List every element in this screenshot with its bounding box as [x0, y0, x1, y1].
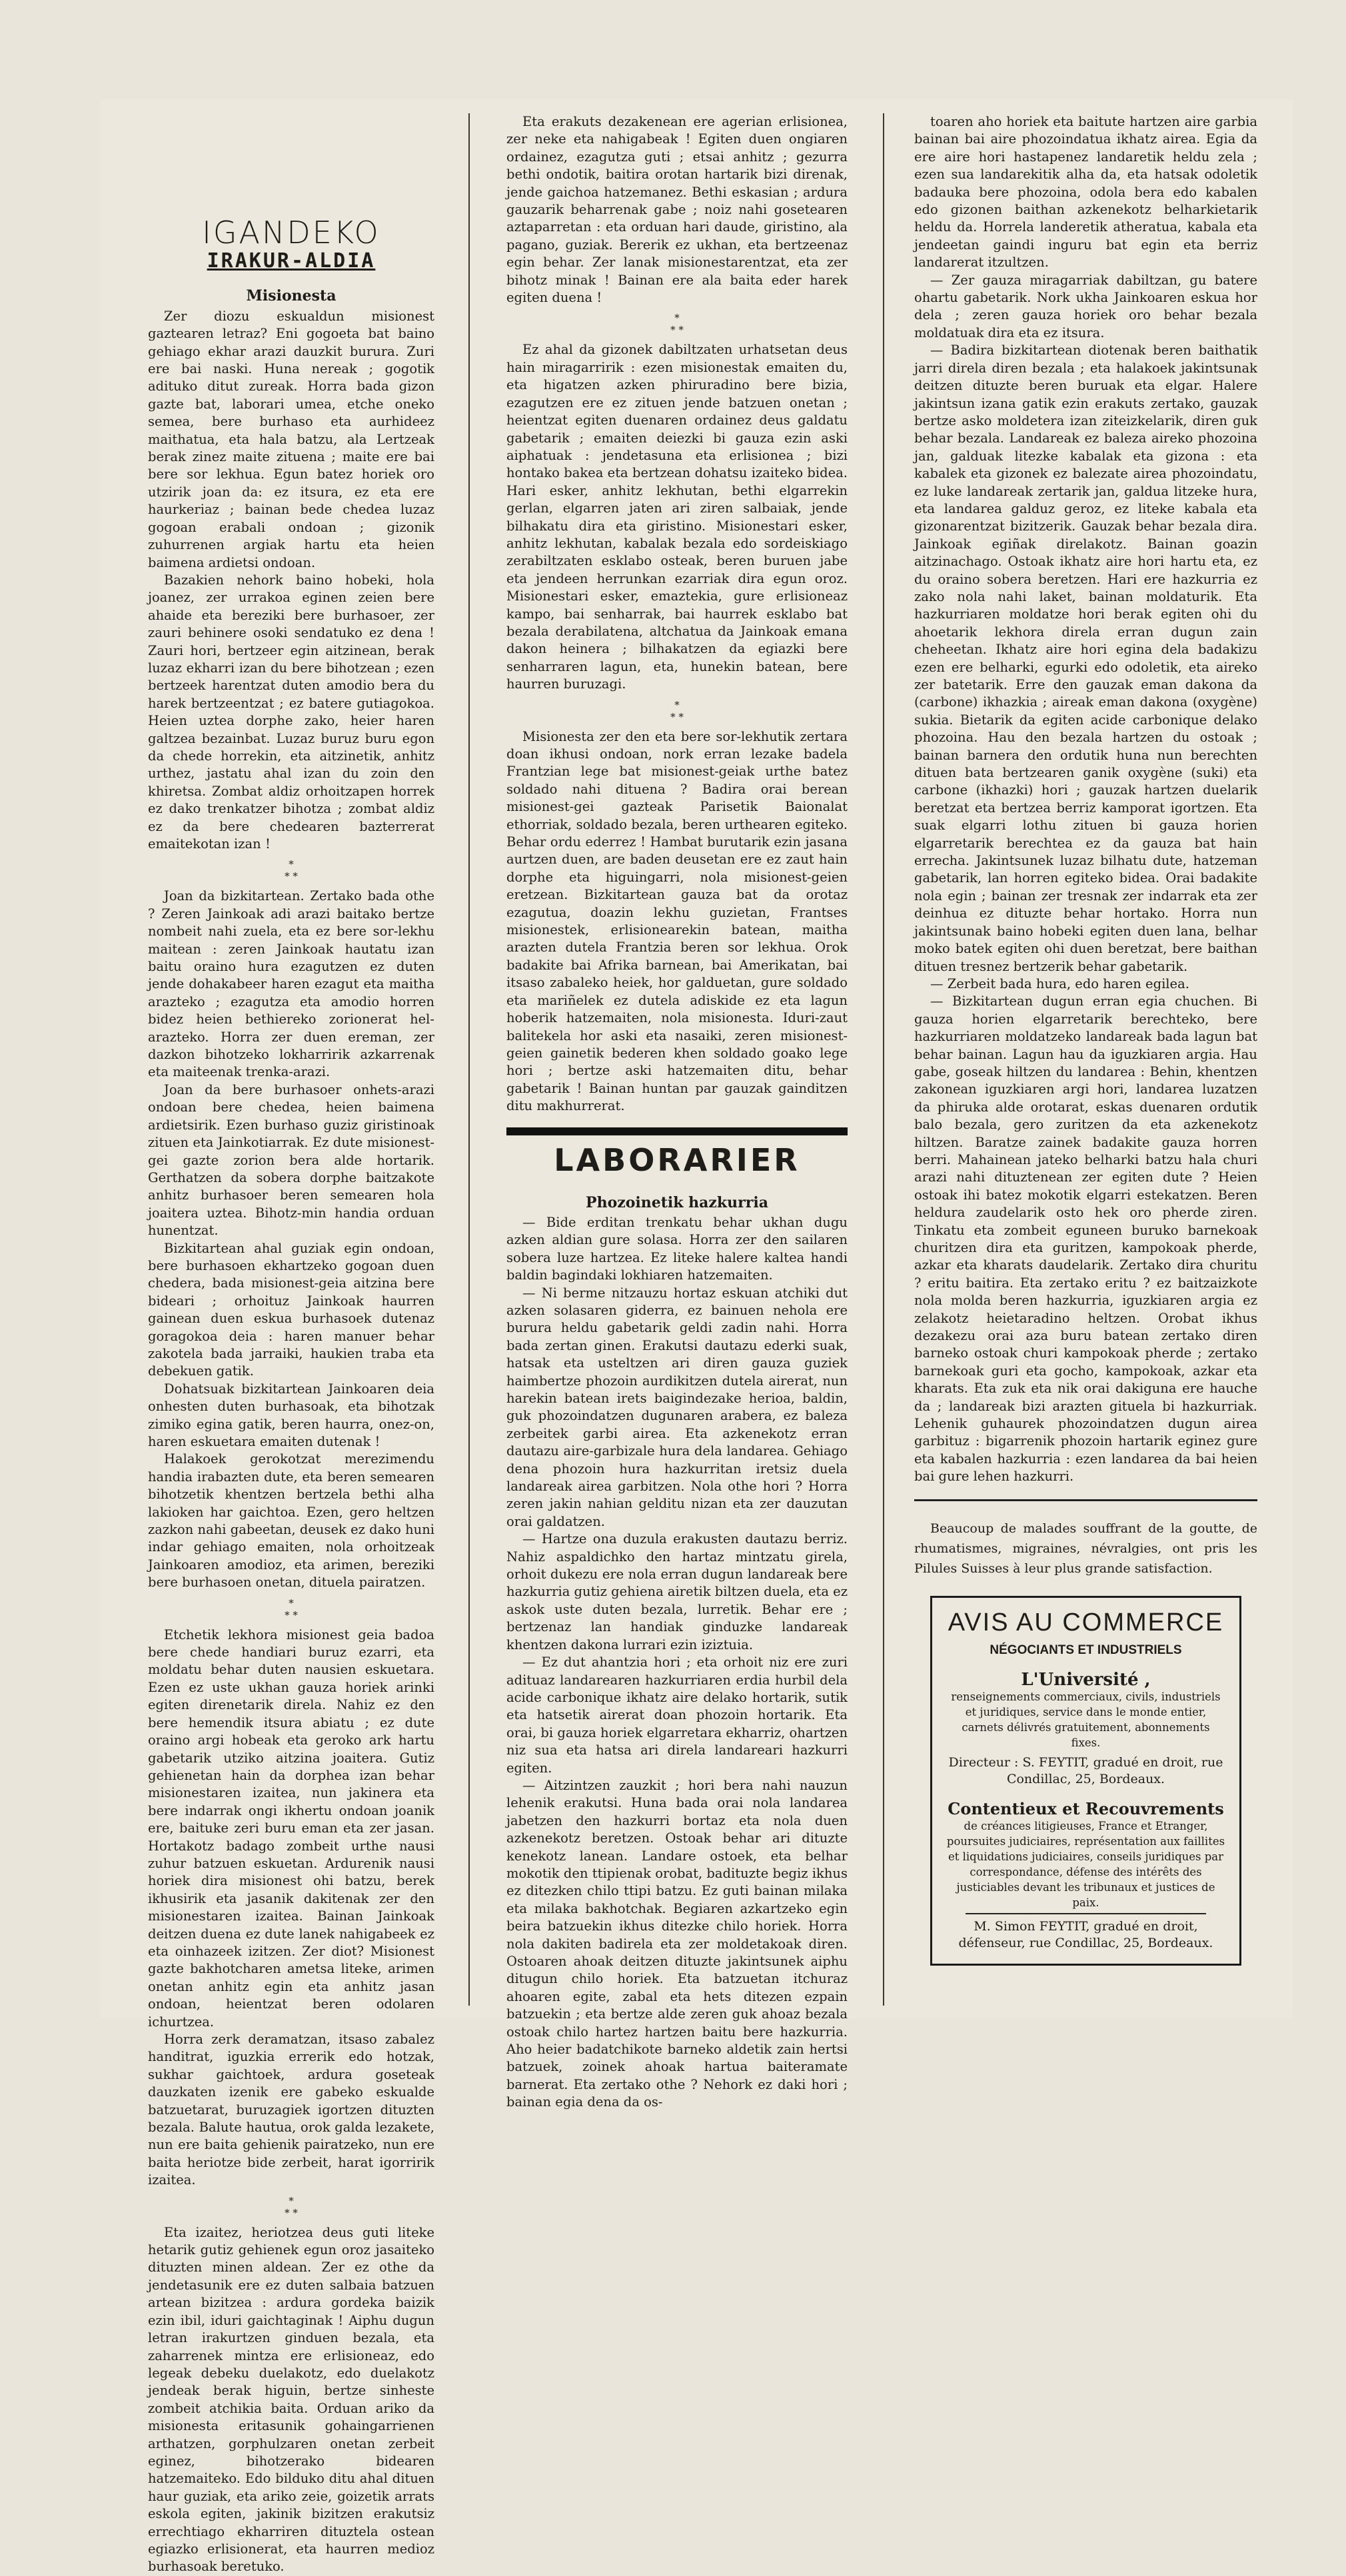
paragraph: — Ez dut ahantzia hori ; eta orhoit niz ere zuri adituaz landarearen hazkurriaren erdia hurbil dela acide carbonique ikhatz aire delako hortarik, sutik eta hatsetik airerat doan phozoin hortarik. Eta orai, bi gauza horiek elgarretara ekharriz, ohartzen niz sua eta hatsa ari direla landareari hazkurri egiten.: [506, 1654, 848, 1776]
section-divider: [914, 1499, 1257, 1501]
column-3: [914, 113, 1257, 2006]
section-heading: Misionesta: [246, 287, 336, 305]
paragraph: — Zer gauza miragarriak dabiltzan, gu batere ohartu gabetarik. Nork ukha Jainkoaren eskua hor dela ; zeren gauza horiek oro behar bezala moldatuak dira eta ez itsura.: [914, 272, 1257, 340]
ad-organisation: L'Université ,: [1021, 1670, 1151, 1690]
asterism: * * *: [670, 312, 684, 336]
paragraph: — Ni berme nitzauzu hortaz eskuan atchiki dut azken solasaren giderra, ez bainuen nehola ere burura heldu gabetarik geldi zadin nahi. Horra bada zertan ginen. Erakutsi dautazu ederki suak, hatsak eta usteltzen ari diren gauza guziek haimbertze phozoin aurdikitzen dutela airerat, nun harekin batean irets baigindezake herioa, baldin, guk phozoindatzen dugunaren arabera, ez baleza zerbeitek garbi airea. Eta azkenekotz erran dautazu aire-garbizale hura dela landarea. Gehiago dena phozoin hura hazkurritan iretsiz duela landareak airea garbitzen. Nola othe hori ? Horra zeren jakin nahian gelditu nizan eta zer dauzutan orai galdatzen.: [506, 1285, 848, 1529]
column-2: [506, 113, 848, 2110]
paragraph: Eta izaitez, heriotzea deus guti liteke hetarik gutiz gehienek egun oroz jasaiteko dituzten minen aldean. Zer ez othe da jendetasunik ere ez duten salbaia batzuen artean bizitzea : ardura gordeka baizik ezin ibil, iduri gaichtaginak ! Aiphu dugun letran irakurtzen ginduen bezala, eta zaharrenek mintza ere erlisioneaz, edo legeak debeku duelakotz, edo duelakotz jendeak berak higuin, bertze sinheste zombeit atchikia baita. Orduan ariko da misionesta eritasunik gohaingarrienen arthatzen, gorphulzaren onetan zerbeit eginez, bihotzerako bidearen hatzemaiteko. Edo bilduko ditu ahal dituen haur guziak, eta ariko zeie, goizetik arrats eskola egiten, jakinik bizitzen erakutsiz errechtiago ekharriren dituztela ostean egiazko erlisionerat, eta haurren medioz burhasoak beretuko.: [148, 2224, 434, 2575]
paragraph: Zer diozu eskualdun misionest gaztearen letraz? Eni gogoeta bat baino gehiago ekhar arazi dauzkit burura. Zuri ere bai naski. Huna nereak ; gogotik adituko ditut zureak. Horra bada gizon gazte bat, laborari umea, etche oneko semea, bere burhaso eta aurhideez maithatua, eta hala batzu, ala Lertzeak berak zinez maite zituena ; maite ere bai bere sor lekhua. Egun batez horiek oro utzirik joan da: ez itsura, ez eta ere haurkeriaz ; bainan bede chedea luzaz gogoan erabali ondoan ; gizonik zuhurrenen argiak hartu eta heien baimena ardietsi ondoan.: [148, 308, 434, 570]
asterism: * * *: [285, 1597, 298, 1621]
paragraph: Dohatsuak bizkitartean Jainkoaren deia onhesten duten burhasoak, eta bihotzak zimiko egina gatik, beren haurra, onez-on, haren eskuetara emaiten dutenak !: [148, 1381, 434, 1449]
asterism: * * *: [285, 2194, 298, 2219]
column-1: [148, 113, 434, 2575]
paragraph: — Hartze ona duzula erakusten dautazu berriz. Nahiz aspaldichko den hartaz mintzatu girela, orhoit dukezu ere nola erran dugun landareak bere hazkurria gutiz gehiena airetik biltzen duela, eta ez askok uste duten bezala, lurretik. Behar ere ; bertzenaz lan handiak ginduzke landareak khentzen dakona lurrari ezin iziztuia.: [506, 1531, 848, 1652]
paragraph: — Aitzintzen zauzkit ; hori bera nahi nauzun lehenik erakutsi. Huna bada orai nola landarea jabetzen den hazkurri bortaz eta nola duen azkenekotz beretzen. Ostoak behar ari dituzte kenekotz lanean. Landare ostoek, eta belhar mokotik den ttipienak orobat, badituzte begiz ikhus ez ditezken chilo ttipi batzu. Ez guti bainan milaka eta milaka bakhotchak. Begiaren azkartzeko egin beira batzuekin ikhus ditezke chilo horiek. Horra nola dakiten badirela eta zer moldetakoak diren. Ostoaren ahoak deitzen dituzte jakintsunek aiphu ditugun chilo horiek. Eta batzuetan itchuraz ahoaren egite, zabal eta hets ditezen ezpain batzuekin ; eta bertze alde zeren guk ahoaz bezala ostoak chilo hartez hartzen baitu bere hazkurria. Aho heier badatchikote barneko aldetik zain hertsi batzuek, zoinek ahoak hartua baiteramate barnerat. Eta zertako othe ? Nehork ez daki hori ; bainan egia dena da os-: [506, 1777, 848, 2110]
paragraph: toaren aho horiek eta baitute hartzen aire garbia bainan bai aire phozoindatua ikhatz airea. Egia da ere aire hori hastapenez landaretik heldu zela ; ezen sua landarekitik alha da, eta hatsak odoletik badauka bere phozoina, odola bera edo kabalen edo gizonen baithan azkenekotz belharkietarik heldu da. Horrela landeretik atheratua, kabala eta jendeetan gaindi inguru bat egin eta berriz landarerat itzultzen.: [914, 114, 1257, 271]
paragraph: Joan da bizkitartean. Zertako bada othe ? Zeren Jainkoak adi arazi baitako bertze nombeit nahi zuela, eta ez bere sor-lekhu maitean : zeren Jainkoak hautatu izan baitu oraino hura ezagutzen ez duten jende dohakabeer haren ezagut eta maitha arazteko ; ezagutza eta amodio horren bidez heien bethiereko zorionerat hel-arazteko. Horra zer duen ereman, zer dazkon bihotzeko lokharririk azkarrenak eta maiteenak trenka-arazi.: [148, 888, 434, 1080]
paragraph: Bizkitartean ahal guziak egin ondoan, bere burhasoen ekhartzeko gogoan duen chedera, bada misionest-geia aitzina bere bideari ; orhoituz Jainkoak haurren gainean duen eskua burhasoek dutenaz goragokoa deia : haren manuer behar zakotela bada jarraiki, haukien traba eta debekuen gatik.: [148, 1240, 434, 1379]
column-rule: [883, 113, 884, 2006]
paragraph: Eta erakuts dezakenean ere agerian erlisionea, zer neke eta nahigabeak ! Egiten duen ongiaren ordainez, ezagutza guti ; etsai anhitz ; gezurra bethi ondotik, baitira orotan hartarik bizi direnak, jende gaichoa hatzemanez. Bethi eskasian ; ardura gauzarik beharrenak gabe ; noiz nahi gosetearen aztaparretan : eta orduan hari daude, giristino, ala pagano, guziak. Bererik ez ukhan, eta bertzeenaz egin behar. Zer lanak misionestarentzat, eta zer bihotz minak ! Bainan ere ala baita eder harek egiten duena !: [506, 114, 848, 306]
ad-director: Directeur : S. FEYTIT, gradué en droit, rue Condillac, 25, Bordeaux.: [948, 1754, 1223, 1786]
paragraph: Ez ahal da gizonek dabiltzaten urhatsetan deus hain miragarririk : ezen misionestak emaiten du, eta higatzen azken phiruradino bere bizia, ezagutzen ere ez zituen jende batzuen onetan ; heientzat egiten duenaren ordainez deus galdatu gabetarik ; emaiten deiezki bi gauza ezin aski aiphatuak : jendetasuna eta erlisionea ; bizi hontako bakea eta bertzean dohatsu izaiteko bidea. Hari esker, anhitz lekhutan, bethi elgarrekin gerlan, elgarren jaten ari ziren salbaiak, jende bilhakatu dira eta giristino. Misionestari esker, anhitz lekhutan, kabalak bezala edo sordeiskiago zerabiltzaten esklabo osteak, beren buruen jabe eta jendeen herrunkan ezarriak dira egun oroz. Misionestari esker, emaztekia, gure erlisioneaz kampo, bai senharrak, bai haurrek esklabo bat bezala derabilatena, altchatua da Jainkoak emana dakon heinera ; bilhakatzen da egiazki bere senharraren lagun, eta, hunekin batean, bere haurren buruzagi.: [506, 342, 848, 692]
paragraph: Joan da bere burhasoer onhets-arazi ondoan bere chedea, heien baimena ardietsirik. Ezen burhaso guziz giristinoak zituen eta Jainkotiarrak. Ez dute misionest-gei gazte zorion bera alde hortarik. Gerthatzen da sobera dorphe baitzakote anhitz burhasoer beren semearen hola joaitera uztea. Bihotz-min handia orduan hunentzat.: [148, 1081, 434, 1239]
paragraph: Halakoek gerokotzat merezimendu handia irabazten dute, eta beren semearen bihotzetik khentzen bertzela bethi alha lakioken har gaichtoa. Ezen, gero heltzen zazkon nahi gabeetan, deusek ez dako huni indar gehiago emaiten, nola orhoitzeak Jainkoaren amodioz, eta arimen, bereziki bere burhasoen onetan, dituela pairatzen.: [148, 1451, 434, 1591]
ad-organisation-text: renseignements commerciaux, civils, industriels et juridiques, service dans le monde entier, carnets délivrés gratuitement, abonnements fixes.: [951, 1690, 1221, 1749]
section-divider: [506, 1127, 848, 1135]
paragraph: — Bide erditan trenkatu behar ukhan dugu azken aldian gure solasa. Horra zer den sailaren sobera luze hartzea. Ez liteke halere kaltea handi baldin bagindaki lokhiaren hatzemaiten.: [506, 1214, 848, 1283]
advertisement-box: [930, 1596, 1241, 1966]
paragraph: Bazakien nehork baino hobeki, hola joanez, zer urrakoa eginen zeien bere ahaide eta bereziki bere burhasoer, zer zauri behinere osoki sendatuko ez dena ! Zauri hori, bertzeer egin aitzinean, berak luzaz ekharri izan du bere bihotzean ; ezen bertzeek harentzat duten amodio bera du harek bertzeentzat ; ez batere gutiagokoa. Heien uztea dorphe zako, heier haren galtzea bezainbat. Luzaz buruz buru egon da chede horrekin, eta aitzinetik, anhitz urthez, jastatu ahal izan du zoin den khiretsa. Zombat aldiz orhoitzapen horrek ez dako trenkatzer bihotza ; zombat aldiz ez da bere chedearen bazterrerat emaitekotan izan !: [148, 572, 434, 852]
paragraph: Horra zerk deramatzan, itsaso zabalez handitrat, iguzkia errerik edo hotzak, sukhar gaichtoek, ardura goseteak dauzkaten izenik ere gabeko eskualde batzuetarat, buruzagiek igortzen dituzten bezala. Balute hautua, orok galda lezakete, nun ere baita gehienik pairatzeko, nun ere baita heriotze bide zerbeit, harat igorririk izaitea.: [148, 2032, 434, 2188]
article-subheading: Phozoinetik hazkurria: [586, 1193, 768, 1211]
divider: [966, 1913, 1206, 1914]
ad-contentieux-text: de créances litigieuses, France et Etranger, poursuites judiciaires, représentation aux faillites et liquidations judiciaires, conseils juridiques par correspondance, défense des intérêts des justiciables devant les tribunaux et justices de paix.: [946, 1819, 1225, 1909]
masthead-subtitle: IRAKUR-ALDIA: [207, 249, 376, 273]
article-title: LABORARIER: [554, 1141, 800, 1178]
ad-title: AVIS AU COMMERCE: [948, 1608, 1224, 1636]
paragraph: Etchetik lekhora misionest geia badoa bere chede handiari buruz ezarri, eta moldatu behar duten nausien eskuetara. Ezen ez uste ukhan gauza horiek arinki egiten direnetarik direla. Nahiz ez den bere hemendik itsura abiatu ; ez dute oraino argi hobeak eta geroko ark hartu gabetarik utziko aitzina joaitera. Gutiz gehienetan hain da dorphea izan behar misionestaren izaitea, nun jakinera eta bere indarrak ongi ikhertu ondoan joanik ere, baituke zeri buru eman eta zer jasan. Hortakotz badago zombeit urthe nausi zuhur batzuen eskuetan. Ardurenik nausi horiek dira misionest ohi batzu, berek ikhusirik eta jasanik dakitenak zer den misionestaren izaitea. Bainan Jainkoak deitzen duena ez dute lanek nahigabeek ez eta oinhazeek izitzen. Zer diot? Misionest gazte bakhotcharen ametsa liteke, arimen onetan anhitz egin eta anhitz jasan ondoan, heientzat beren odolaren ichurtzea.: [148, 1626, 434, 2030]
paragraph: — Badira bizkitartean diotenak beren baithatik jarri direla diren bezala ; eta halakoek jakintsunak deitzen dituzte beren buruak eta elgar. Halere jakintsun izana gatik ezin erakuts zertako, gauzak bertze asko moldetera izan ziteizkelarik, diren guk behar bezala. Landareak ez baleza aireko phozoina jan, galduak litezke kabalak eta gizona : eta kabalek eta gizonek ez balezate airea phozoindatu, ez luke landareak zertarik jan, galdua litzeke hura, eta landarea galduz geroz, ez liteke kabala eta gizonarentzat bizitzerik. Gauzak behar bezala dira. Jainkoak egiñak direlakotz. Bainan goazin aitzinachago. Ostoak ikhatz aire hori hartu eta, ez du oraino sobera beretzen. Hari ere hazkurria ez zako nola nahi laket, bainan moldaturik. Eta hazkurriaren moldatze hori berak egiten ohi du ahoetarik lekhora direla erran dugun zain cheheetan. Ikhatz aire hori egina dela badakizu ezen ere belharki, egurki edo odoletik, eta aireko zer batetarik. Erre den gauzak eman dakona da (carbone) ikhazkia ; aireak eman dakona (oxygène) sukia. Bietarik da egiten acide carbonique delako phozoina. Hau den bezala hartzen du ostoak ; bainan barnera den ordutik huna nun berechten dituen bata bertzearen ganik oxygène (suki) eta carbone (ikhazki) hori ; gauzak hartzen duelarik beretzat eta bertzea berriz kamporat igortzen. Eta suak elgarri lothu zituen bi gauza horien elgarretarik berechtea ez da gauza bat hain errecha. Jakintsunek luzaz bilhatu dute, hatzeman gabetarik, lan horren egiteko bidea. Orai badakite nola egin ; bainan zer tresnak zer indarrak eta zer deinhua ez dituzte behar hortako. Horra nun jakintsunak baino hobeki egiten duen lana, belhar moko batek egiten ohi duen beretzat, bere baithan dituen tresnez bertzerik behar gabetarik.: [914, 342, 1257, 974]
ad-subtitle: NÉGOCIANTS ET INDUSTRIELS: [990, 1642, 1182, 1657]
paragraph: — Bizkitartean dugun erran egia chuchen. Bi gauza horien elgarretarik berechteko, bere hazkurriaren moldatzeko landareak bada lagun bat behar bainan. Lagun hau da iguzkiaren argia. Hau gabe, goseak hiltzen du landarea : Behin, khentzen zakonean iguzkiaren argi hori, landarea luzatzen da phiruka alde orotarat, eskas duenaren ordutik balo bezala, gero zuritzen da eta azkenekotz hiltzen. Baratze zainek badakite gauza horren berri. Mahainean jateko belharki batzu hala churi arazi nahi dituztenean zer egiten dute ? Heien ostoak ihi batez mokotik elgarri estekatzen. Beren heldura zaudelarik osto hek oro pherde ziren. Tinkatu eta zombeit eguneen buruko barnekoak churitzen dira eta guritzen, kampokoak pherde, azkar eta kharats daudelarik. Zertako dira churitu ? eritu baitira. Eta zertako eritu ? ez baitzaizkote nola molda beren hazkurria, iguzkiaren argia ez zelakotz heietaradino heltzen. Orobat ikhus dezakezu orai aza buru batean zertako diren barneko ostoak churi kampokoak pherde ; zertako barnekoak guri eta gocho, kampokoak, azkar eta kharats. Eta zuk eta nik orai dakiguna ere hauche da ; landareak bizi arazten gituela bi hazkurriak. Lehenik guhaurek phozoindatzen dugun airea garbituz : bigarrenik phozoin hartarik eginez gure eta kabalen hazkurria : ezen landarea da bai heien bai gure lehen hazkurri.: [914, 993, 1257, 1485]
asterism: * * *: [670, 698, 684, 723]
column-rule: [468, 113, 470, 2006]
ad-contentieux: Contentieux et Recouvrements: [948, 1798, 1224, 1818]
paragraph: Misionesta zer den eta bere sor-lekhutik zertara doan ikhusi ondoan, nork erran lezake badela Frantzian lege bat misionest-geiak urthe batez soldado nahi dituena ? Badira orai berean misionest-gei gazteak Parisetik Baionalat ethorriak, soldado bezala, beren urthearen egiteko. Behar ordu ederrez ! Hambat burutarik ezin jasana aurtzen duen, are baden deusetan ere ez zaut hain dorphe eta higuingarri, nola misionest-geien eretzean. Bizkitartean gauza bat da orotaz ezagutua, doazin lekhu guzietan, Frantses misionestek, erlisionearekin batean, maitha arazten dutela Frantzia beren sor lekhua. Orok badakite bai Afrika barnean, bai Amerikatan, bai itsaso zabaleko heiek, hor galduetan, gure soldado eta mariñelek ez dutela adiskide ez eta lagun hoberik hatzemaiten, nola misionesta. Iduri-zaut balitekela hor aski eta nasaiki, zeren misionest-geien gainetik bederen khen soldado goako lege hori ; bertze aski hatzemaiten ditu, behar gabetarik ! Bainan huntan par gauzak gainditzen ditu makhurrerat.: [506, 728, 848, 1114]
asterism: * * *: [285, 858, 298, 883]
ad-notice: Beaucoup de malades souffrant de la goutte, de rhumatismes, migraines, névralgies, ont pris les Pilules Suisses à leur plus grande satisfaction.: [914, 1521, 1257, 1576]
ad-signature: M. Simon FEYTIT, gradué en droit, défenseur, rue Condillac, 25, Bordeaux.: [958, 1918, 1213, 1950]
masthead: [148, 215, 434, 273]
masthead-title: IGANDEKO: [202, 215, 380, 251]
newspaper-page: [100, 100, 1293, 2575]
paragraph: — Zerbeit bada hura, edo haren egilea.: [930, 975, 1189, 991]
